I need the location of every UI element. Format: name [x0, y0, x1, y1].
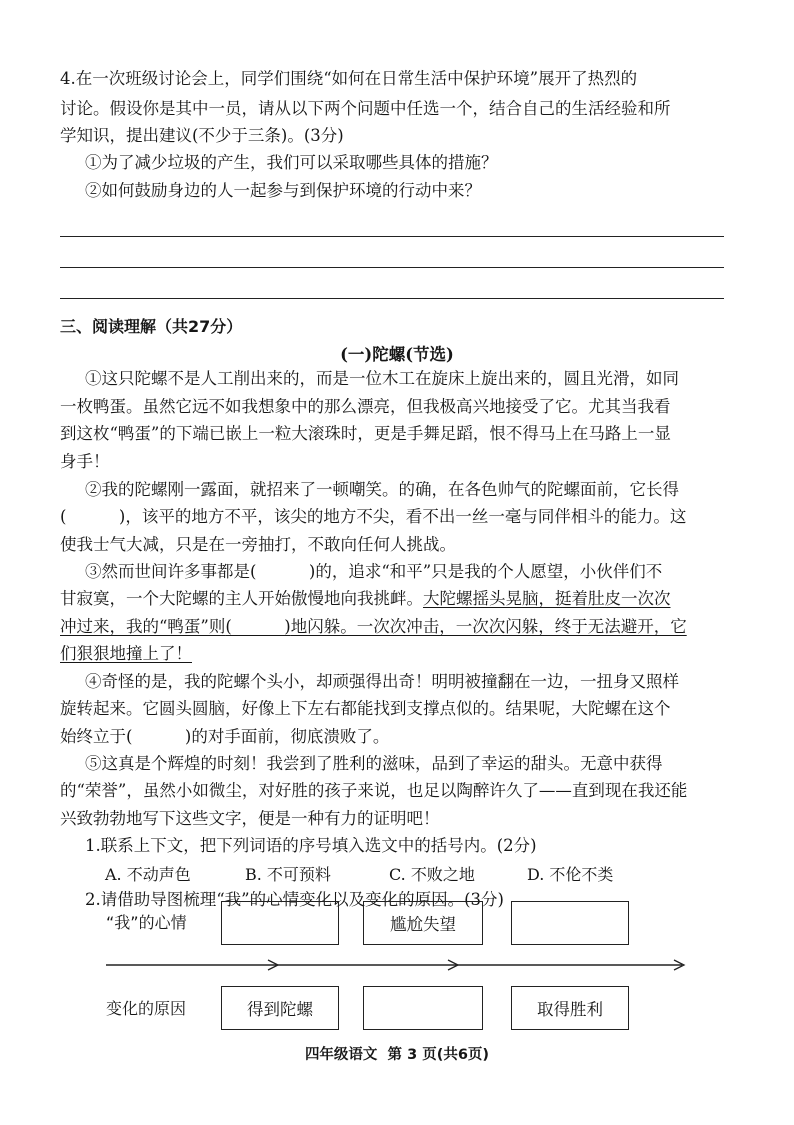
q1-option-d: D. 不伦不类 — [527, 865, 614, 884]
p4-line-3 — [60, 726, 730, 747]
p2-line-2-text: ，该平的地方不平，该尖的地方不尖，看不出一丝一毫与同伴相斗的能力。这 — [125, 507, 687, 526]
section-heading: 三、阅读理解（共27分） — [60, 317, 243, 336]
p1-line-1: ①这只陀螺不是人工削出来的，而是一位木工在旋床上旋出来的，圆且光滑，如同 — [85, 369, 679, 388]
p4-line-3-a: 始终立于 — [60, 727, 126, 746]
q4-option-2: ②如何鼓励身边的人一起参与到保护环境的行动中来？ — [85, 181, 481, 200]
p5-line-3: 兴致勃勃地写下这些文字，便是一种有力的证明吧！ — [60, 809, 440, 828]
p3-line-2-a: 甘寂寞，一个大陀螺的主人开始傲慢地向我挑衅。 — [60, 589, 423, 608]
underlined-sentence-part-3: 地闪躲。一次次冲击，一次次闪躲，终于无法避开，它 — [290, 617, 687, 636]
mood-box-2: 尴尬失望 — [363, 901, 483, 945]
page-footer: 四年级语文 第 3 页(共6页) — [304, 1047, 490, 1063]
mood-row-label: “我”的心情 — [106, 913, 187, 932]
reason-box-1: 得到陀螺 — [221, 986, 339, 1030]
q4-line-2: 讨论。假设你是其中一员，请从以下两个问题中任选一个，结合自己的生活经验和所 — [60, 99, 671, 118]
q1-option-a: A. 不动声色 — [105, 865, 191, 884]
p3-line-1 — [85, 561, 755, 582]
q4-option-1: ①为了减少垃圾的产生，我们可以采取哪些具体的措施？ — [85, 153, 498, 172]
answer-line-3[interactable] — [60, 298, 724, 299]
q2-text: 2.请借助导图梳理“我”的心情变化以及变化的原因。(3分) — [85, 890, 504, 909]
reason-row-label: 变化的原因 — [106, 999, 187, 1018]
p4-line-1: ④奇怪的是，我的陀螺个头小，却顽强得出奇！明明被撞翻在一边，一扭身又照样 — [85, 672, 679, 691]
p3-line-1-b: 的，追求“和平”只是我的个人愿望，小伙伴们不 — [315, 562, 663, 581]
underlined-sentence-part-2: 冲过来，我的“鸭蛋”则 — [60, 617, 226, 636]
q4-line-3: 学知识，提出建议(不少于三条)。(3分) — [60, 126, 344, 145]
blank-paren-1[interactable]: ( ) — [60, 507, 126, 526]
p1-line-4: 身手！ — [60, 452, 110, 471]
q4-line-1: 4.在一次班级讨论会上，同学们围绕“如何在日常生活中保护环境”展开了热烈的 — [60, 69, 638, 88]
blank-paren-3[interactable]: ( ) — [225, 617, 291, 636]
underlined-sentence-part-4: 们狠狠地撞上了！ — [60, 644, 192, 663]
reason-box-3: 取得胜利 — [511, 986, 629, 1030]
mood-box-1[interactable] — [221, 901, 339, 945]
p4-line-2: 旋转起来。它圆头圆脑，好像上下左右都能找到支撑点似的。结果呢，大陀螺在这个 — [60, 699, 671, 718]
q1-text: 1.联系上下文，把下列词语的序号填入选文中的括号内。(2分) — [85, 836, 537, 855]
p5-line-2: 的“荣誉”，虽然小如微尘，对好胜的孩子来说，也足以陶醉许久了——直到现在我还能 — [60, 781, 688, 800]
mood-box-3[interactable] — [511, 901, 629, 945]
flow-arrow — [100, 955, 700, 975]
passage-title: (一)陀螺(节选) — [340, 345, 454, 364]
p2-line-1: ②我的陀螺刚一露面，就招来了一顿嘲笑。的确，在各色帅气的陀螺面前，它长得 — [85, 480, 679, 499]
reason-box-2[interactable] — [363, 986, 483, 1030]
p1-line-2: 一枚鸭蛋。虽然它远不如我想象中的那么漂亮，但我极高兴地接受了它。尤其当我看 — [60, 397, 671, 416]
p2-line-2 — [60, 506, 730, 527]
p3-line-1-a: ③然而世间许多事都是 — [85, 562, 250, 581]
p3-line-3 — [60, 616, 730, 637]
answer-line-2[interactable] — [60, 267, 724, 268]
blank-paren-4[interactable]: ( ) — [126, 727, 192, 746]
p5-line-1: ⑤这真是个辉煌的时刻！我尝到了胜利的滋味，品到了幸运的甜头。无意中获得 — [85, 754, 663, 773]
p4-line-3-b: 的对手面前，彻底溃败了。 — [191, 727, 390, 746]
blank-paren-2[interactable]: ( ) — [250, 562, 316, 581]
p3-line-2 — [60, 588, 730, 609]
q1-option-c: C. 不败之地 — [389, 865, 475, 884]
p2-line-3: 使我士气大减，只是在一旁抽打，不敢向任何人挑战。 — [60, 535, 456, 554]
underlined-sentence-part-1: 大陀螺摇头晃脑，挺着肚皮一次次 — [423, 589, 671, 608]
q1-option-b: B. 不可预料 — [245, 865, 331, 884]
p3-line-4 — [60, 643, 730, 664]
answer-line-1[interactable] — [60, 236, 724, 237]
p1-line-3: 到这枚“鸭蛋”的下端已嵌上一粒大滚珠时，更是手舞足蹈，恨不得马上在马路上一显 — [60, 424, 671, 443]
